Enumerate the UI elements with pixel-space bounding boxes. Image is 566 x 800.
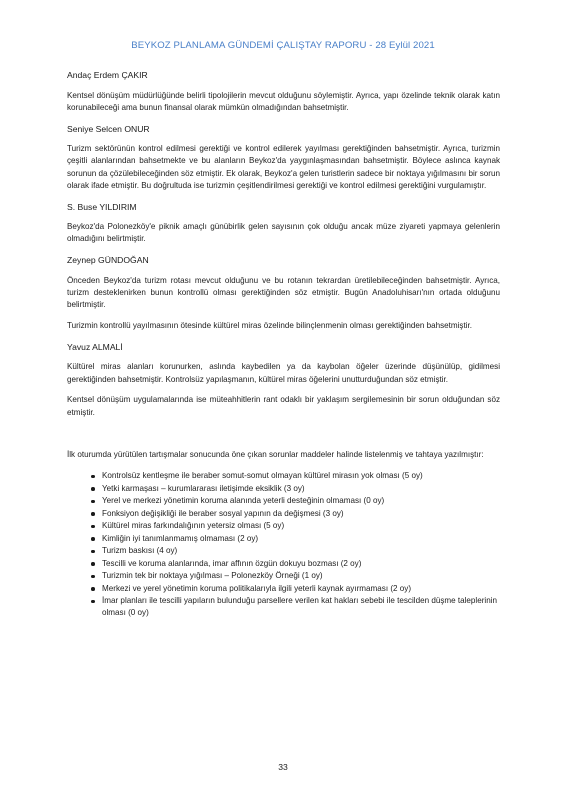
speaker-paragraph: Turizmin kontrollü yayılmasının ötesinde kültürel miras özelinde bilinçlenmenin olması gerektiğinden bahsetmiştir. [67,320,473,330]
issue-item: Turizm baskısı (4 oy) [67,545,500,557]
speaker-paragraph: Kentsel dönüşüm müdürlüğünde belirli tipolojilerin mevcut olduğunu söylemiştir. Ayrıca, yapı özelinde teknik olarak katın korunabileceği ama bunun finansal olarak mümkün olmadığından bahsetmiştir. [67,90,500,112]
speaker-name: S. Buse YILDIRIM [67,201,137,212]
issue-item: Kültürel miras farkındalığının yetersiz olması (5 oy) [67,520,500,532]
report-body [67,69,500,620]
speaker-name: Andaç Erdem ÇAKIR [67,70,148,80]
speaker-section [67,69,500,114]
speaker-section [67,254,500,332]
issue-item: Merkezi ve yerel yönetimin koruma politikalarıyla ilgili yeterli kaynak ayırmaması (2 oy) [67,583,500,595]
issue-item: İmar planları ile tescilli yapıların bulunduğu parsellere verilen kat hakları sebebi ile tescilden düşme taleplerinin olması (0 oy) [67,595,500,619]
section-spacer [67,427,500,449]
speaker-paragraph: Turizm sektörünün kontrol edilmesi gerektiği ve kontrol edilerek yayılması gerektiğinden bahsetmiştir. Ayrıca, turizmin çeşitli alanlarından bahsetmekte ve bu alanların Beykoz'da yaygınlaşmasından bahsetmiştir. Böylece aslınca kaynak sorunun da çözülebileceğinden söz etmiştir. Ek olarak, Beykoz'a gelen turistlerin sadece bir noktaya yığılmasını bir sorun olarak ifade etmiştir. Bu doğrultuda ise turizmin çeşitlendirilmesi gerektiği ve kontrol edilmesi gerektiğini vurgulamıştır. [67,144,500,190]
speaker-paragraph: Beykoz'da Polonezköy'e piknik amaçlı günübirlik gelen sayısının çok olduğu ancak müze ziyareti yapmaya gelenlerin olmadığını belirtmiştir. [67,222,500,244]
speaker-paragraph: Kentsel dönüşüm uygulamalarında ise müteahhitlerin rant odaklı bir yaklaşım sergilemesinin bir sorun olduğundan söz etmiştir. [67,395,500,417]
speaker-name: Zeynep GÜNDOĞAN [67,255,149,266]
issue-item: Kontrolsüz kentleşme ile beraber somut-somut olmayan kültürel mirasın yok olması (5 oy) [67,470,500,482]
summary-intro: İlk oturumda yürütülen tartışmalar sonucunda öne çıkan sorunlar maddeler halinde listelenmiş ve tahtaya yazılmıştır: [67,450,484,460]
page-header: BEYKOZ PLANLAMA GÜNDEMİ ÇALIŞTAY RAPORU - 28 Eylül 2021 [131,40,435,51]
issue-item: Yerel ve merkezi yönetimin koruma alanında yeterli desteğinin olmaması (0 oy) [67,495,500,507]
page-number: 33 [278,762,288,772]
issue-item: Tescilli ve koruma alanlarında, imar affının özgün dokuyu bozması (2 oy) [67,558,500,570]
issue-item: Fonksiyon değişikliği ile beraber sosyal yapının da değişmesi (3 oy) [67,508,500,520]
speaker-section [67,341,500,419]
issues-list [67,470,500,619]
issues-summary [67,449,500,619]
speaker-name: Yavuz ALMALİ [67,341,123,352]
speaker-section [67,123,500,192]
issue-item: Turizmin tek bir noktaya yığılması – Polonezköy Örneği (1 oy) [67,570,500,582]
issue-item: Yetki karmaşası – kurumlararası iletişimde eksiklik (3 oy) [67,483,500,495]
speaker-paragraph: Önceden Beykoz'da turizm rotası mevcut olduğunu ve bu rotanın tekrardan üretilebileceğinden bahsetmiştir. Ayrıca, turizm desteklenirken bunun kontrollü olması gerektiğinden söz etmiştir. Bugün Anadoluhisarı'nın ortada olduğunu belirtmiştir. [67,275,500,310]
issue-item: Kimliğin iyi tanımlanmamış olmaması (2 oy) [67,533,500,545]
speaker-section [67,201,500,246]
speaker-paragraph: Kültürel miras alanları korunurken, aslında kaybedilen ya da kaybolan öğeler üzerinde düşünülüp, gidilmesi gerektiğinden bahsetmiştir. Kontrolsüz yapılaşmanın, kültürel miras öğelerini unutturduğundan söz etmiştir. [67,362,500,384]
speaker-name: Seniye Selcen ONUR [67,123,150,134]
